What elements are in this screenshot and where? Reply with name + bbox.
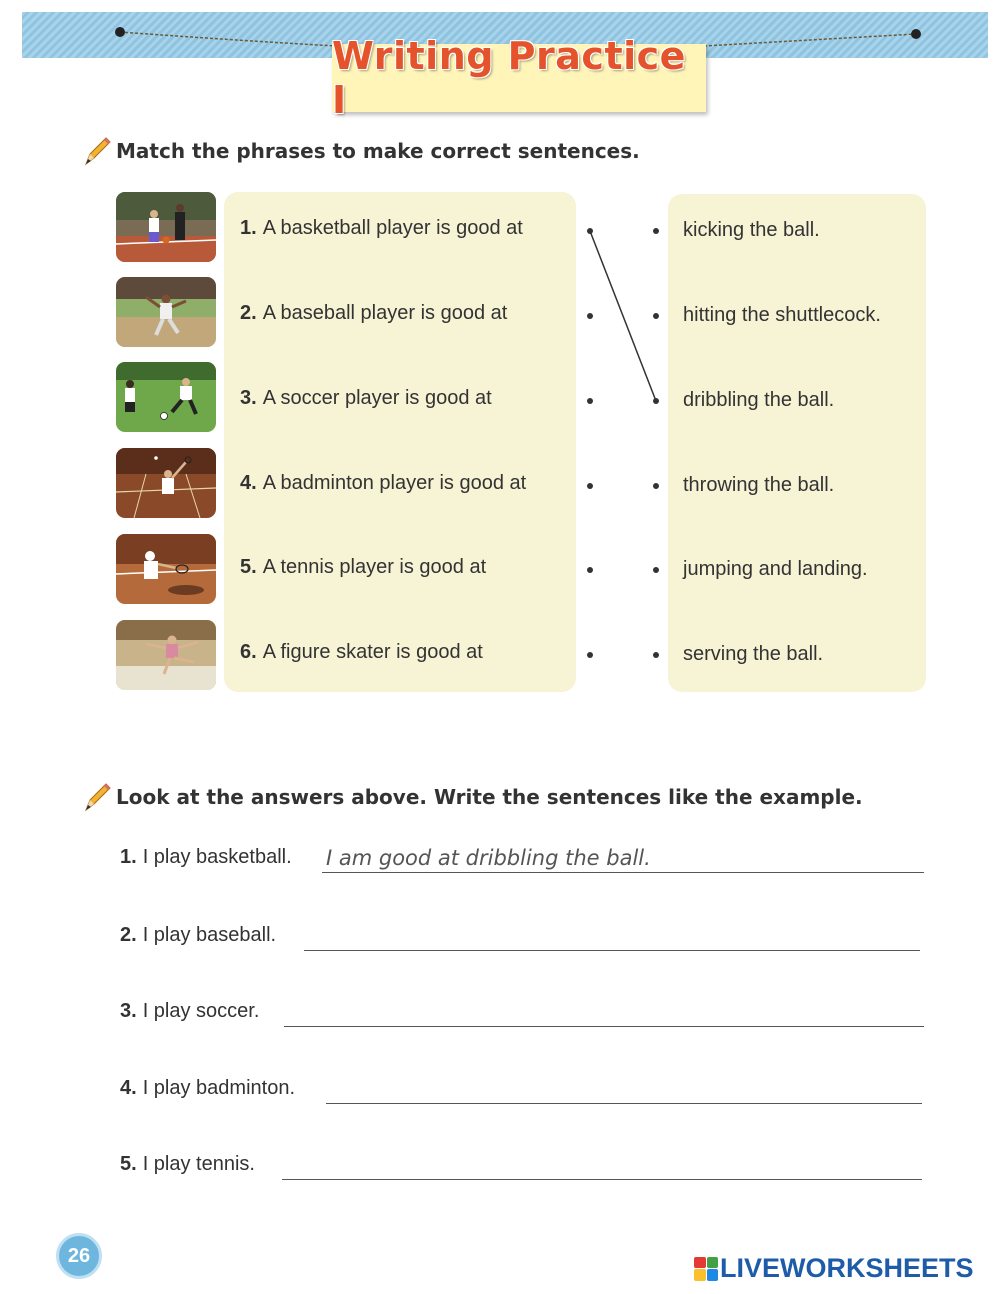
match-dot-left-2[interactable] xyxy=(587,313,593,319)
match-dot-left-4[interactable] xyxy=(587,483,593,489)
liveworksheets-icon xyxy=(694,1257,718,1281)
page-number: 26 xyxy=(56,1233,102,1279)
phrase-3: 3. A soccer player is good at xyxy=(240,387,492,409)
brand-logo xyxy=(694,1253,974,1284)
match-dot-right-2[interactable] xyxy=(653,313,659,319)
phrase-1: 1. A basketball player is good at xyxy=(240,217,523,239)
answer-line-1 xyxy=(322,843,924,873)
instruction-write xyxy=(80,780,863,814)
ending-3: dribbling the ball. xyxy=(683,389,835,411)
match-dot-right-6[interactable] xyxy=(653,652,659,658)
match-dot-right-3[interactable] xyxy=(653,398,659,404)
phrase-4: 4. A badminton player is good at xyxy=(240,472,527,494)
endings-panel xyxy=(668,194,926,692)
match-dot-left-3[interactable] xyxy=(587,398,593,404)
answer-line-3 xyxy=(284,997,924,1027)
basketball-photo xyxy=(116,192,216,262)
instruction-match xyxy=(80,134,640,168)
answer-input-4[interactable] xyxy=(330,1077,902,1101)
write-row-3: 3. I play soccer. xyxy=(120,1000,260,1022)
ending-2: hitting the shuttlecock. xyxy=(683,304,881,326)
tennis-photo xyxy=(116,534,216,604)
pencil-icon xyxy=(80,780,114,814)
pencil-icon xyxy=(80,134,114,168)
soccer-photo xyxy=(116,362,216,432)
baseball-photo xyxy=(116,277,216,347)
match-dot-left-6[interactable] xyxy=(587,652,593,658)
match-dot-left-1[interactable] xyxy=(587,228,593,234)
phrase-6: 6. A figure skater is good at xyxy=(240,641,483,663)
instruction-match-text: Match the phrases to make correct sentences. xyxy=(116,139,640,163)
write-row-5: 5. I play tennis. xyxy=(120,1153,255,1175)
answer-input-3[interactable] xyxy=(288,1000,902,1024)
phrase-5: 5. A tennis player is good at xyxy=(240,556,487,578)
phrase-2: 2. A baseball player is good at xyxy=(240,302,508,324)
phrases-panel xyxy=(224,192,576,692)
match-dot-right-5[interactable] xyxy=(653,567,659,573)
ending-4: throwing the ball. xyxy=(683,474,835,496)
ending-1: kicking the ball. xyxy=(683,219,820,241)
figure-skating-photo xyxy=(116,620,216,690)
answer-line-2 xyxy=(304,921,920,951)
answer-input-1[interactable] xyxy=(326,846,904,870)
answer-line-4 xyxy=(326,1074,922,1104)
write-row-4: 4. I play badminton. xyxy=(120,1077,296,1099)
answer-line-5 xyxy=(282,1150,922,1180)
badminton-photo xyxy=(116,448,216,518)
write-row-2: 2. I play baseball. xyxy=(120,924,277,946)
write-row-1: 1. I play basketball. xyxy=(120,846,292,868)
ending-6: serving the ball. xyxy=(683,643,824,665)
page-title: Writing Practice I xyxy=(332,34,686,122)
match-dot-right-1[interactable] xyxy=(653,228,659,234)
brand-name: LIVEWORKSHEETS xyxy=(720,1253,974,1283)
ending-5: jumping and landing. xyxy=(683,558,868,580)
answer-input-2[interactable] xyxy=(308,924,899,948)
title-card xyxy=(332,34,706,122)
answer-input-5[interactable] xyxy=(286,1153,900,1177)
instruction-write-text: Look at the answers above. Write the sentences like the example. xyxy=(116,785,863,809)
match-dot-right-4[interactable] xyxy=(653,483,659,489)
match-dot-left-5[interactable] xyxy=(587,567,593,573)
